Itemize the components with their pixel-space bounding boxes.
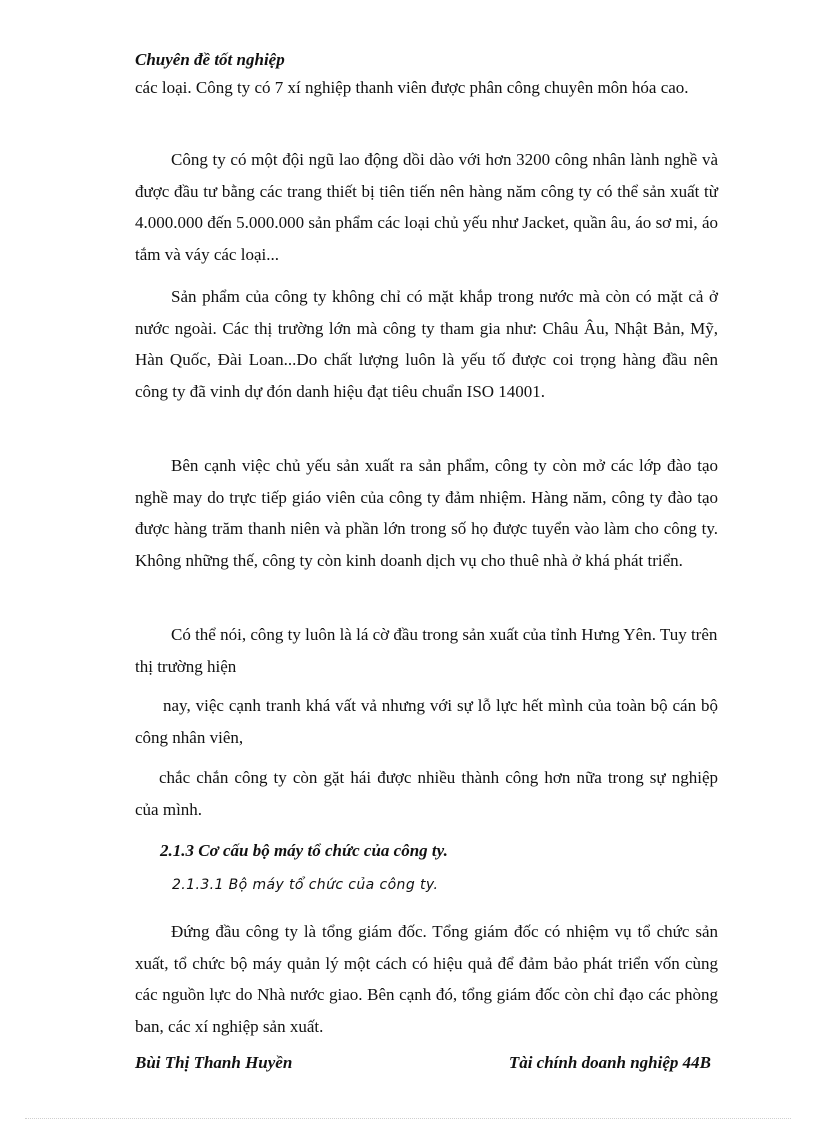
footer-author: Bùi Thị Thanh Huyền	[135, 1053, 293, 1072]
paragraph-8: Đứng đầu công ty là tổng giám đốc. Tổng giám đốc có nhiệm vụ tổ chức sản xuất, tổ chức bộ máy quản lý một cách có hiệu quả để đảm bảo phát triển vốn cùng các nguồn lực do Nhà nước giao. Bên cạnh đó, tổng giám đốc còn chỉ đạo các phòng ban, các xí nghiệp sản xuất.	[135, 922, 718, 1036]
footer-class: Tài chính doanh nghiệp 44B	[508, 1053, 711, 1072]
paragraph-1: các loại. Công ty có 7 xí nghiệp thanh viên được phân công chuyên môn hóa cao.	[135, 78, 689, 97]
subsection-heading: 2.1.3.1 Bộ máy tổ chức của công ty.	[172, 877, 439, 893]
page-footer	[135, 1053, 711, 1073]
page-bottom-divider	[25, 1118, 791, 1119]
paragraph-5: Có thể nói, công ty luôn là lá cờ đầu trong sản xuất của tỉnh Hưng Yên. Tuy trên thị trường hiện	[135, 625, 718, 676]
paragraph-7: chắc chắn công ty còn gặt hái được nhiều thành công hơn nữa trong sự nghiệp của mình.	[135, 768, 718, 819]
paragraph-6: nay, việc cạnh tranh khá vất vả nhưng với sự lỗ lực hết mình của toàn bộ cán bộ công nhân viên,	[135, 696, 718, 747]
paragraph-2: Công ty có một đội ngũ lao động dồi dào với hơn 3200 công nhân lành nghề và được đầu tư bằng các trang thiết bị tiên tiến nên hàng năm công ty có thể sản xuất từ 4.000.000 đến 5.000.000 sản phẩm các loại chủ yếu như Jacket, quần âu, áo sơ mi, áo tắm và váy các loại...	[135, 150, 718, 264]
section-heading: 2.1.3 Cơ cấu bộ máy tổ chức của công ty.	[160, 841, 448, 860]
paragraph-3: Sản phẩm của công ty không chỉ có mặt khắp trong nước mà còn có mặt cả ở nước ngoài. Các thị trường lớn mà công ty tham gia như: Châu Âu, Nhật Bản, Mỹ, Hàn Quốc, Đài Loan...Do chất lượng luôn là yếu tố được coi trọng hàng đầu nên công ty đã vinh dự đón danh hiệu đạt tiêu chuẩn ISO 14001.	[135, 287, 718, 401]
paragraph-4: Bên cạnh việc chủ yếu sản xuất ra sản phẩm, công ty còn mở các lớp đào tạo nghề may do trực tiếp giáo viên của công ty đảm nhiệm. Hàng năm, công ty đào tạo được hàng trăm thanh niên và phần lớn trong số họ được tuyển vào làm cho công ty. Không những thế, công ty còn kinh doanh dịch vụ cho thuê nhà ở khá phát triển.	[135, 456, 718, 570]
page-header-title: Chuyên đề tốt nghiệp	[135, 50, 285, 69]
